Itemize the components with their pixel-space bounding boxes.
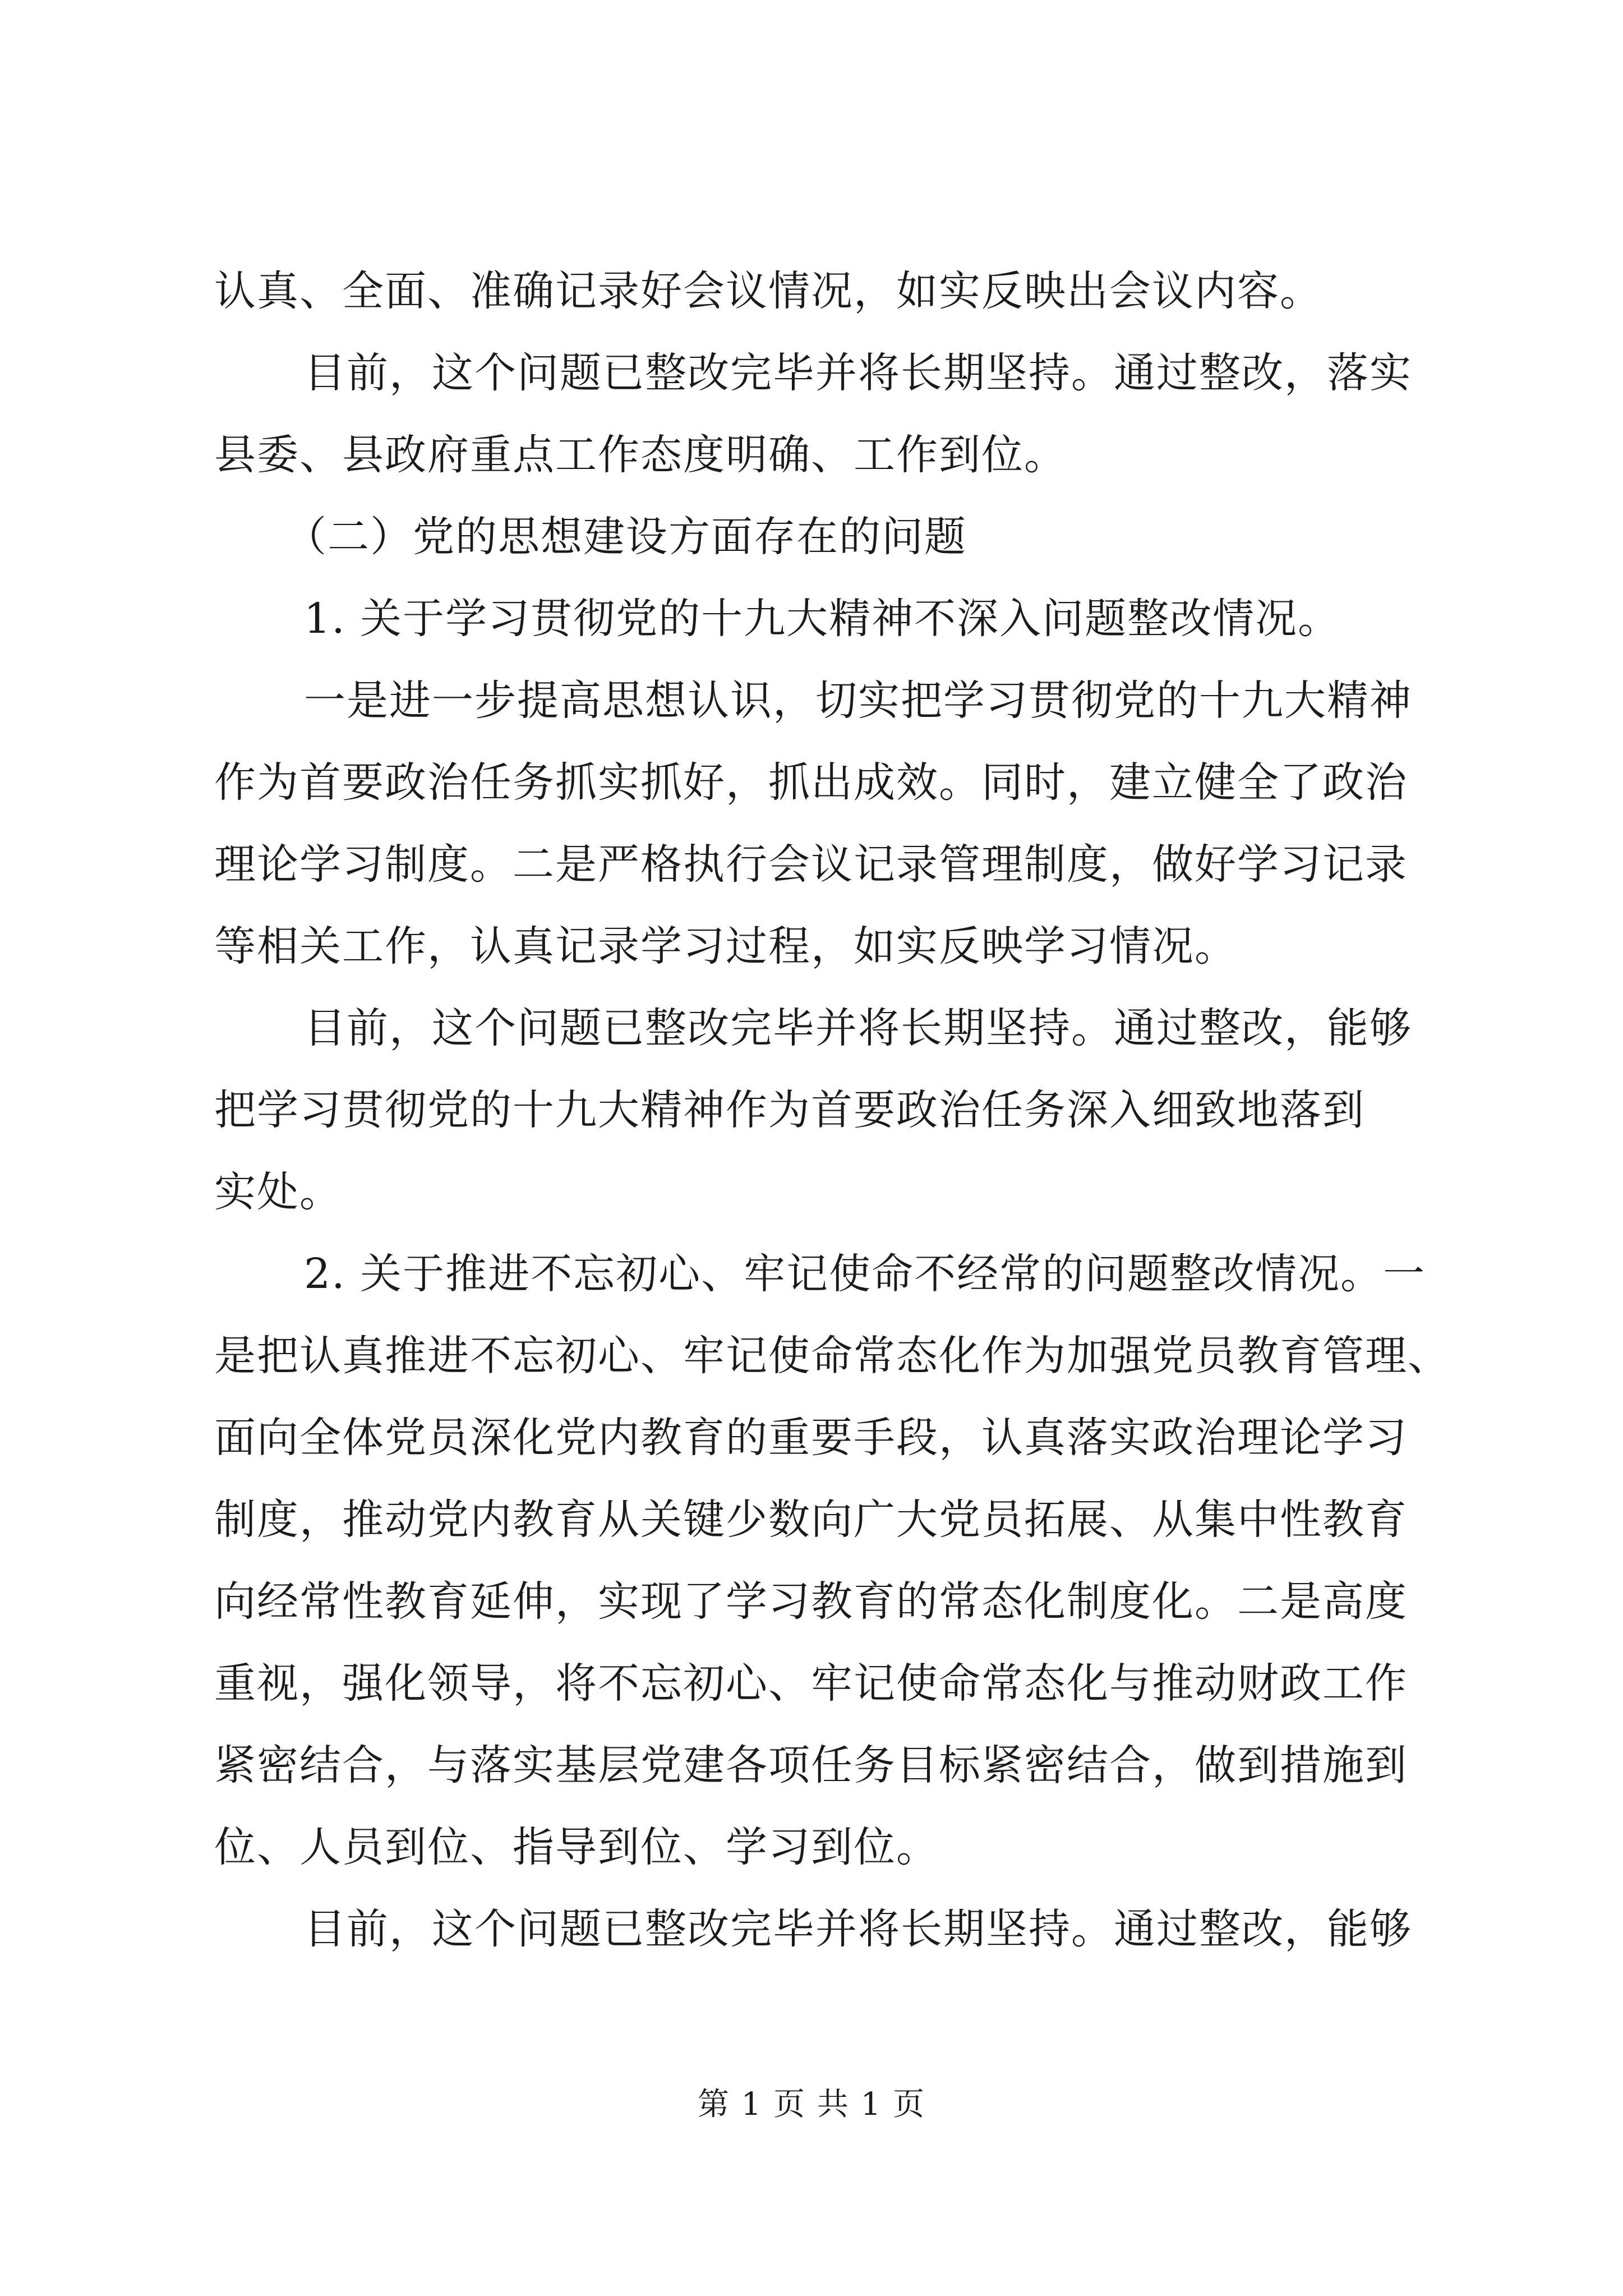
text-line: 位、人员到位、指导到位、学习到位。 (214, 1823, 939, 1871)
page-number-footer: 第 1 页 共 1 页 (697, 2086, 926, 2123)
subsection-heading: 2. 关于推进不忘初心、牢记使命不经常的问题整改情况。一 (304, 1250, 1426, 1298)
subsection-heading: 1. 关于学习贯彻党的十九大精神不深入问题整改情况。 (304, 595, 1341, 643)
text-line: 实处。 (214, 1168, 342, 1216)
text-line: 紧密结合，与落实基层党建各项任务目标紧密结合，做到措施到 (214, 1741, 1408, 1789)
text-line: 目前，这个问题已整改完毕并将长期坚持。通过整改，落实 (304, 349, 1412, 397)
text-line: 面向全体党员深化党内教育的重要手段，认真落实政治理论学习 (214, 1414, 1408, 1462)
text-line: 等相关工作，认真记录学习过程，如实反映学习情况。 (214, 922, 1237, 970)
text-line: 目前，这个问题已整改完毕并将长期坚持。通过整改，能够 (304, 1004, 1412, 1052)
text-line: 认真、全面、准确记录好会议情况，如实反映出会议内容。 (214, 267, 1322, 315)
text-line: 一是进一步提高思想认识，切实把学习贯彻党的十九大精神 (304, 677, 1412, 725)
text-line: 理论学习制度。二是严格执行会议记录管理制度，做好学习记录 (214, 840, 1408, 889)
document-body (214, 250, 1450, 1970)
text-line: 向经常性教育延伸，实现了学习教育的常态化制度化。二是高度 (214, 1577, 1408, 1626)
section-heading: （二）党的思想建设方面存在的问题 (285, 513, 967, 561)
text-line: 把学习贯彻党的十九大精神作为首要政治任务深入细致地落到 (214, 1086, 1365, 1134)
text-line: 目前，这个问题已整改完毕并将长期坚持。通过整改，能够 (304, 1905, 1412, 1953)
text-line: 作为首要政治任务抓实抓好，抓出成效。同时，建立健全了政治 (214, 758, 1408, 807)
text-line: 是把认真推进不忘初心、牢记使命常态化作为加强党员教育管理、 (214, 1332, 1450, 1380)
text-line: 制度，推动党内教育从关键少数向广大党员拓展、从集中性教育 (214, 1496, 1408, 1544)
text-line: 县委、县政府重点工作态度明确、工作到位。 (214, 431, 1067, 479)
text-line: 重视，强化领导，将不忘初心、牢记使命常态化与推动财政工作 (214, 1659, 1408, 1708)
